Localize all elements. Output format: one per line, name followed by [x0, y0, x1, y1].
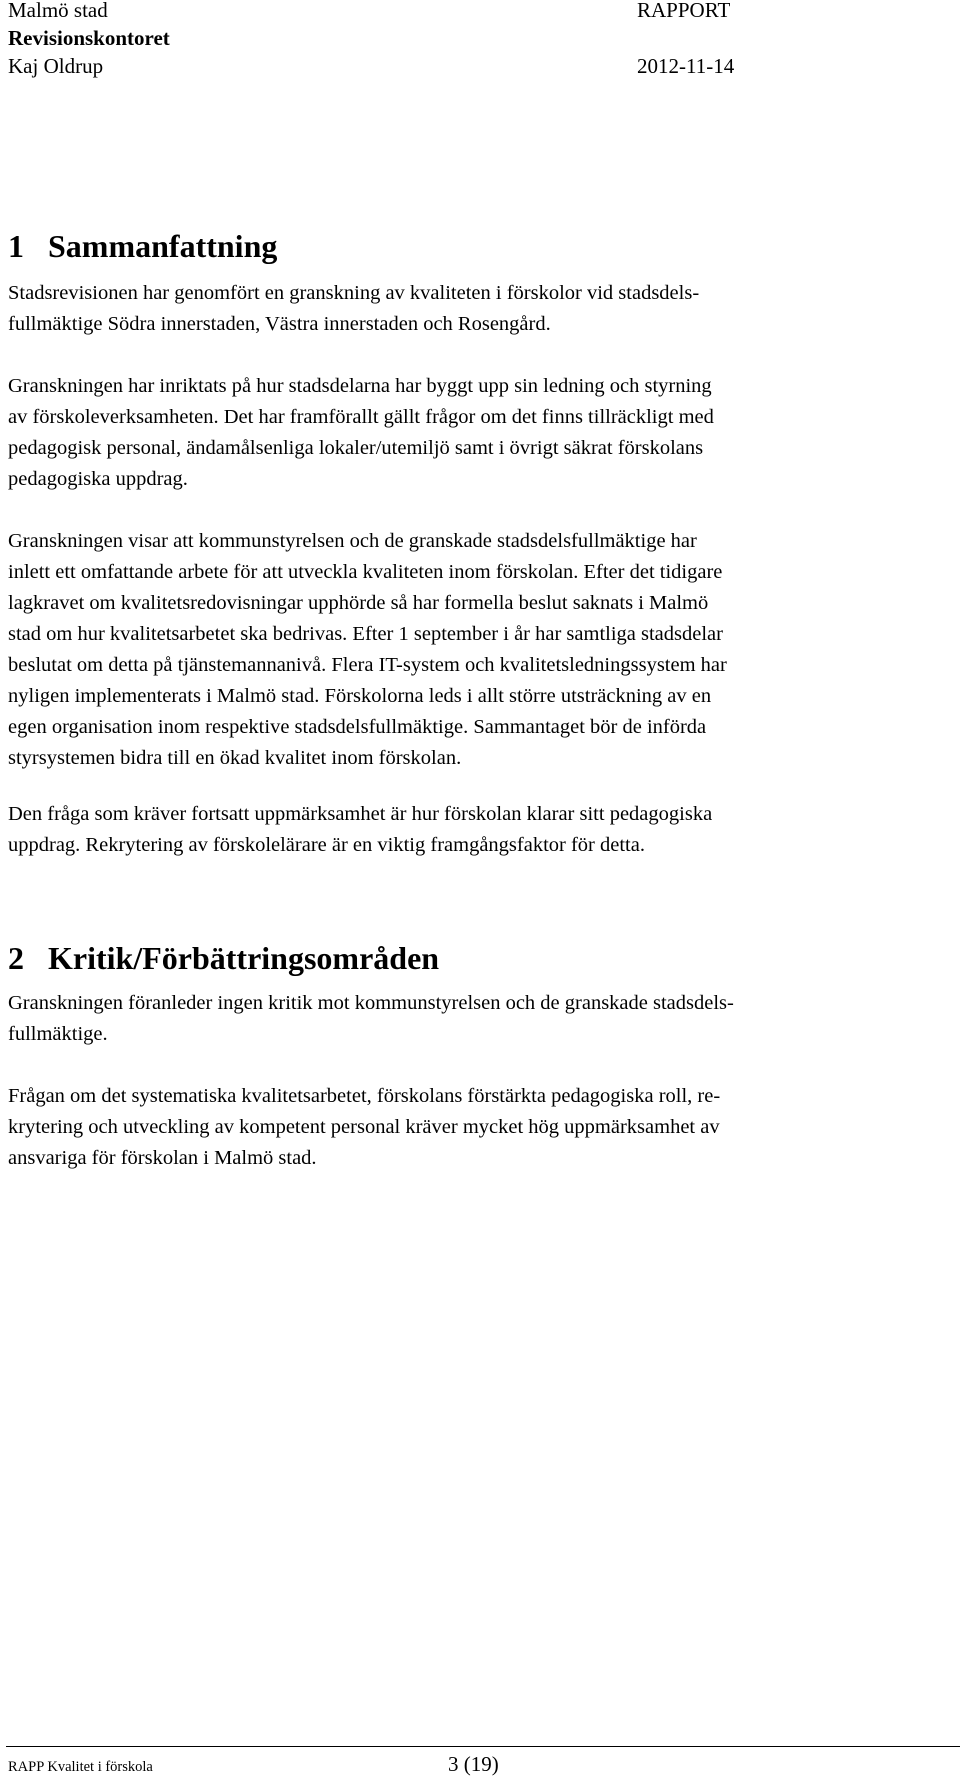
section-title: Kritik/Förbättringsområden: [48, 940, 440, 976]
section-number: 1: [8, 228, 24, 264]
section-number: 2: [8, 940, 24, 976]
text-line: krytering och utveckling av kompetent personal kräver mycket hög uppmärksamhet av: [8, 1116, 720, 1138]
header-left: [8, 0, 170, 80]
paragraph: [8, 371, 948, 495]
section-heading-sammanfattning: [8, 226, 277, 266]
paragraph: [8, 526, 948, 774]
text-line: Granskningen har inriktats på hur stadsdelarna har byggt upp sin ledning och styrning: [8, 375, 712, 397]
text-line: av förskoleverksamheten. Det har framförallt gällt frågor om det finns tillräckligt med: [8, 406, 714, 428]
text-line: Den fråga som kräver fortsatt uppmärksamhet är hur förskolan klarar sitt pedagogiska: [8, 803, 713, 825]
text-line: fullmäktige Södra innerstaden, Västra innerstaden och Rosengård.: [8, 313, 551, 335]
section-heading-kritik: [8, 938, 439, 978]
text-line: fullmäktige.: [8, 1023, 108, 1045]
header-doc-type: RAPPORT: [637, 0, 731, 22]
text-line: Granskningen visar att kommunstyrelsen och de granskade stadsdelsfullmäktige har: [8, 530, 697, 552]
text-line: egen organisation inom respektive stadsdelsfullmäktige. Sammantaget bör de införda: [8, 716, 707, 738]
text-line: styrsystemen bidra till en ökad kvalitet inom förskolan.: [8, 747, 462, 769]
paragraph: [8, 278, 948, 340]
paragraph: [8, 799, 948, 861]
section-title: Sammanfattning: [48, 228, 278, 264]
header-date: 2012-11-14: [637, 54, 735, 78]
header-spacer: [637, 24, 734, 52]
header-org: Malmö stad: [8, 0, 108, 22]
text-line: uppdrag. Rekrytering av förskolelärare är en viktig framgångsfaktor för detta.: [8, 834, 645, 856]
text-line: stad om hur kvalitetsarbetet ska bedrivas. Efter 1 september i år har samtliga stadsdelar: [8, 623, 723, 645]
footer-doc-name: RAPP Kvalitet i förskola: [8, 1759, 153, 1775]
text-line: Stadsrevisionen har genomfört en granskning av kvaliteten i förskolor vid stadsdels-: [8, 282, 700, 304]
header-right: [637, 0, 734, 80]
text-line: inlett ett omfattande arbete för att utveckla kvaliteten inom förskolan. Efter det tidigare: [8, 561, 723, 583]
paragraph: [8, 988, 948, 1050]
text-line: pedagogiska uppdrag.: [8, 468, 188, 490]
footer-divider: [6, 1746, 960, 1747]
text-line: lagkravet om kvalitetsredovisningar upphörde så har formella beslut saknats i Malmö: [8, 592, 709, 614]
text-line: Frågan om det systematiska kvalitetsarbetet, förskolans förstärkta pedagogiska roll, re-: [8, 1085, 721, 1107]
text-line: beslutat om detta på tjänstemannanivå. Flera IT-system och kvalitetsledningssystem har: [8, 654, 727, 676]
text-line: ansvariga för förskolan i Malmö stad.: [8, 1147, 317, 1169]
text-line: pedagogisk personal, ändamålsenliga lokaler/utemiljö samt i övrigt säkrat förskolans: [8, 437, 704, 459]
footer-page-number: 3 (19): [448, 1752, 499, 1776]
paragraph: [8, 1081, 948, 1174]
header-department: Revisionskontoret: [8, 26, 170, 50]
header-author: Kaj Oldrup: [8, 54, 104, 78]
text-line: nyligen implementerats i Malmö stad. Förskolorna leds i allt större utsträckning av en: [8, 685, 712, 707]
text-line: Granskningen föranleder ingen kritik mot kommunstyrelsen och de granskade stadsdels-: [8, 992, 734, 1014]
